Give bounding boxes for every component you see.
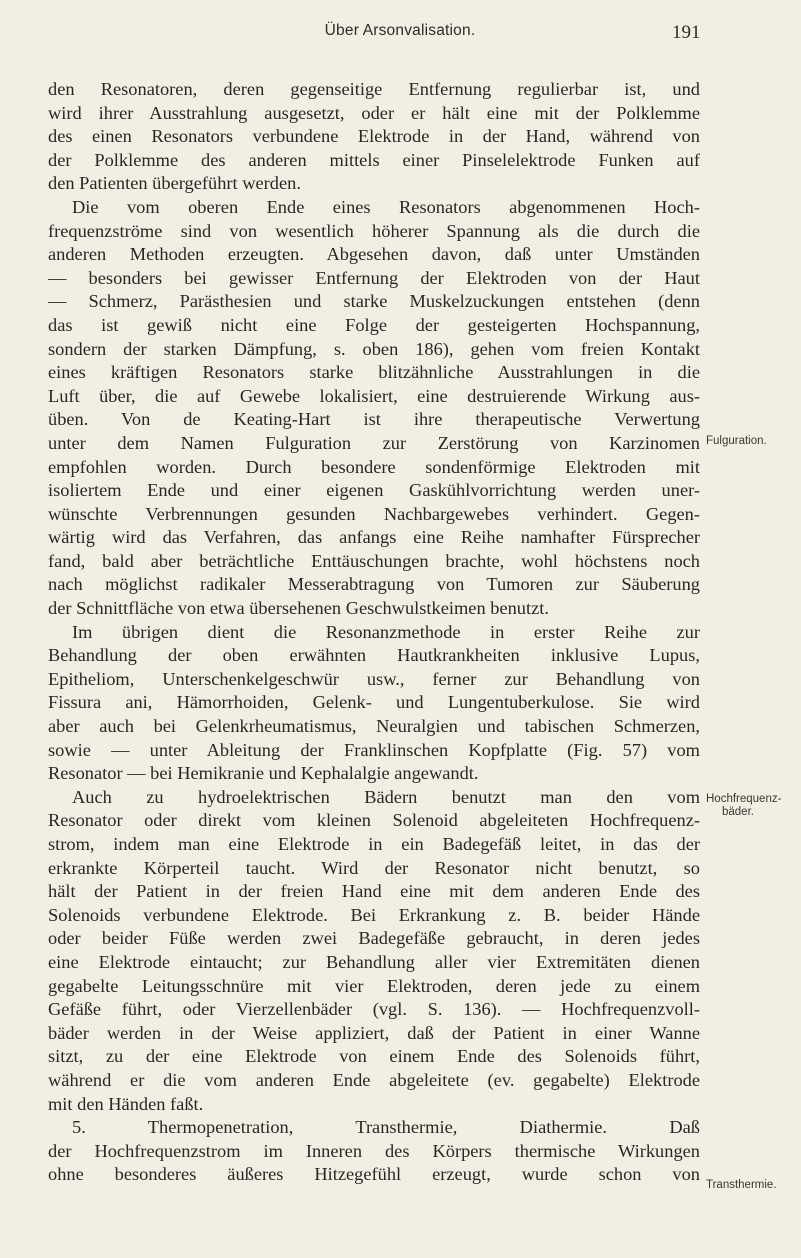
text-line: isoliertem Ende und einer eigenen Gaskühlvorrichtung werden uner- — [48, 480, 700, 501]
text-line: den Patienten übergeführt werden. — [48, 173, 301, 194]
text-line: strom, indem man eine Elektrode in ein Badegefäß leitet, in das der — [48, 834, 700, 854]
text-line: Luft über, die auf Gewebe lokalisiert, eine destruierende Wirkung aus- — [48, 385, 700, 406]
text-line: hält der Patient in der freien Hand eine mit dem anderen Ende des — [48, 881, 700, 902]
text-line: Auch zu hydroelektrischen Bädern benutzt man den vom — [72, 786, 700, 807]
text-line: des einen Resonators verbundene Elektrode in der Hand, während von — [48, 126, 700, 147]
text-line: ohne besonderes äußeres Hitzegefühl erzeugt, wurde schon von — [48, 1164, 700, 1185]
text-line: sitzt, zu der eine Elektrode von einem Ende des Solenoids führt, — [48, 1046, 700, 1067]
text-line: wird ihrer Ausstrahlung ausgesetzt, oder er hält eine mit der Polklemme — [48, 102, 700, 123]
text-line: der Polklemme des anderen mittels einer Pinselelektrode Funken auf — [48, 149, 700, 170]
text-line: — besonders bei gewisser Entfernung der Elektroden von der Haut — [48, 267, 700, 288]
text-line: gegabelte Leitungsschnüre mit vier Elektroden, deren jede zu einem — [48, 975, 700, 996]
text-line: wünschte Verbrennungen gesunden Nachbargewebes verhindert. Gegen- — [48, 503, 700, 524]
text-line: frequenzströme sind von wesentlich höherer Spannung als die durch die — [48, 220, 700, 241]
text-line: unter dem Namen Fulguration zur Zerstörung von Karzinomen — [48, 432, 700, 453]
text-line: sondern der starken Dämpfung, s. oben 186), gehen vom freien Kontakt — [48, 338, 700, 359]
text-line: — Schmerz, Parästhesien und starke Muskelzuckungen entstehen (denn — [48, 291, 700, 312]
text-line: eine Elektrode eintaucht; zur Behandlung aller vier Extremitäten dienen — [48, 951, 700, 972]
text-line: mit den Händen faßt. — [48, 1093, 204, 1114]
text-line: Solenoids verbundene Elektrode. Bei Erkrankung z. B. beider Hände — [48, 904, 700, 925]
text-line: eines kräftigen Resonators starke blitzähnliche Ausstrahlungen in die — [48, 362, 700, 383]
text-line: oder beider Füße werden zwei Badegefäße gebraucht, in deren jedes — [48, 928, 700, 949]
text-line: bäder werden in der Weise appliziert, daß der Patient in einer Wanne — [48, 1022, 700, 1043]
margin-note-text: Transthermie. — [706, 1179, 777, 1191]
text-line: aber auch bei Gelenkrheumatismus, Neuralgien und tabischen Schmerzen, — [48, 716, 700, 737]
margin-note-text: Fulguration. — [706, 435, 767, 447]
margin-note-fulguration — [706, 435, 800, 448]
text-line: der Schnittfläche von etwa übersehenen Geschwulstkeimen benutzt. — [48, 598, 549, 619]
text-line: während er die vom anderen Ende abgeleitete (ev. gegabelte) Elektrode — [48, 1069, 700, 1090]
page-header — [0, 22, 801, 46]
text-line: das ist gewiß nicht eine Folge der gesteigerten Hochspannung, — [48, 314, 700, 335]
text-line: Epitheliom, Unterschenkelgeschwür usw., ferner zur Behandlung von — [48, 668, 700, 689]
text-line: Resonator oder direkt vom kleinen Solenoid abgeleiteten Hochfrequenz- — [48, 810, 700, 831]
text-line: erkrankte Körperteil taucht. Wird der Resonator nicht benutzt, so — [48, 857, 700, 878]
text-line: sowie — unter Ableitung der Franklinschen Kopfplatte (Fig. 57) vom — [48, 739, 700, 760]
text-line: Die vom oberen Ende eines Resonators abgenommenen Hoch- — [72, 196, 700, 217]
text-line: der Hochfrequenzstrom im Inneren des Körpers thermische Wirkungen — [48, 1140, 700, 1161]
margin-note-hochfrequenzbaeder — [706, 793, 800, 819]
page-number: 191 — [672, 22, 701, 43]
text-line: fand, bald aber beträchtliche Enttäuschungen brachte, wohl höchstens noch — [48, 550, 700, 571]
text-line: Resonator — bei Hemikranie und Kephalalgie angewandt. — [48, 763, 479, 784]
text-line: nach möglichst radikaler Messerabtragung von Tumoren zur Säuberung — [48, 574, 700, 595]
text-line: Behandlung der oben erwähnten Hautkrankheiten inklusive Lupus, — [48, 645, 700, 666]
text-line: 5. Thermopenetration, Transthermie, Diathermie. Daß — [72, 1117, 700, 1138]
text-line: Gefäße führt, oder Vierzellenbäder (vgl. S. 136). — Hochfrequenzvoll- — [48, 999, 700, 1020]
text-line: Im übrigen dient die Resonanzmethode in erster Reihe zur — [72, 621, 700, 642]
margin-note-transthermie — [706, 1179, 800, 1192]
text-line: empfohlen worden. Durch besondere sondenförmige Elektroden mit — [48, 456, 700, 477]
running-head: Über Arsonvalisation. — [324, 22, 476, 39]
body-text — [48, 78, 700, 1187]
text-line: den Resonatoren, deren gegenseitige Entfernung regulierbar ist, und — [48, 79, 700, 99]
margin-note-text: bäder. — [722, 806, 754, 818]
text-line: Fissura ani, Hämorrhoiden, Gelenk- und Lungentuberkulose. Sie wird — [48, 692, 700, 713]
margin-note-text: Hochfrequenz- — [706, 793, 782, 805]
text-line: anderen Methoden erzeugten. Abgesehen davon, daß unter Umständen — [48, 244, 700, 265]
text-line: wärtig wird das Verfahren, das anfangs eine Reihe namhafter Fürsprecher — [48, 527, 700, 548]
text-line: üben. Von de Keating-Hart ist ihre therapeutische Verwertung — [48, 409, 700, 430]
